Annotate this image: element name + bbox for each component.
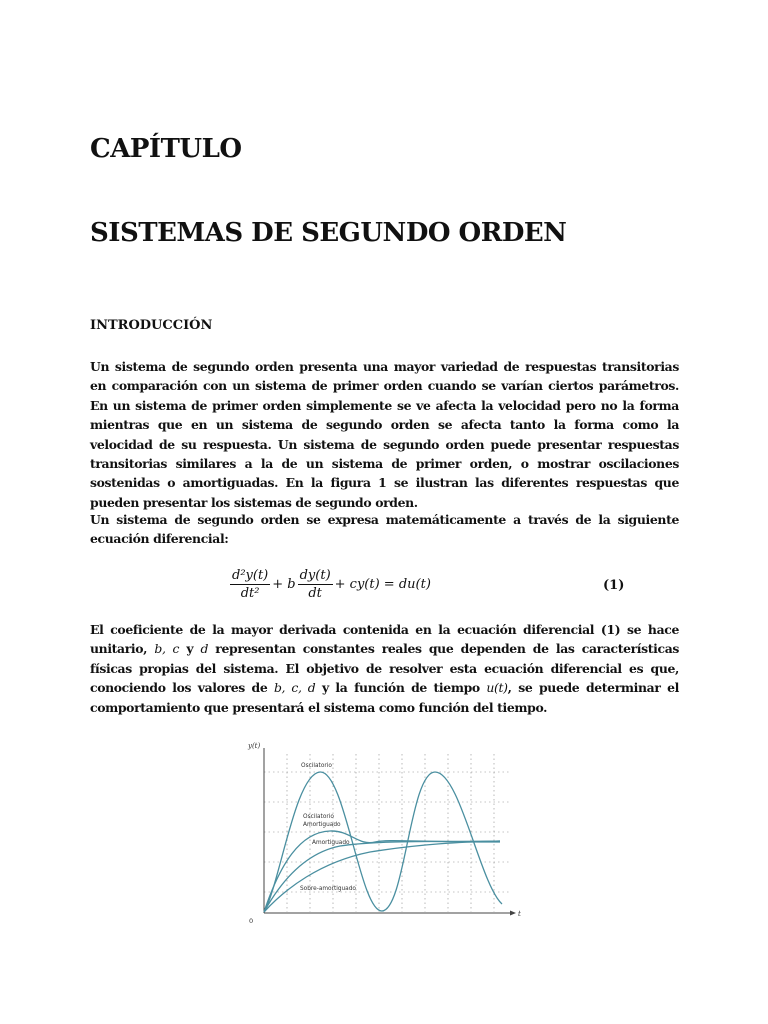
- label-overdamped: Sobre-amortiguado: [300, 886, 356, 892]
- first-derivative-denominator: dt: [308, 586, 322, 601]
- second-derivative-numerator: d²y(t): [232, 568, 269, 583]
- equation-b-term: + b: [272, 577, 296, 592]
- label-oscillatory: Oscilatorio: [301, 763, 332, 769]
- chapter-label: CAPÍTULO: [90, 134, 242, 164]
- coefficient-text-b: y: [179, 641, 201, 657]
- origin-label: 0: [249, 917, 254, 925]
- coefficient-text-d: y la función de tiempo: [315, 680, 487, 696]
- chapter-title: SISTEMAS DE SEGUNDO ORDEN: [90, 218, 567, 248]
- differential-equation: [228, 568, 431, 601]
- coefficient-math-ut: u(t): [486, 680, 508, 696]
- coefficient-math-bc: b, c: [154, 641, 180, 657]
- equation-intro-paragraph: Un sistema de segundo orden se expresa matemáticamente a través de la siguiente ecuación diferencial:: [90, 512, 679, 547]
- label-damped-oscillatory-line1: Oscilatorio: [303, 814, 334, 820]
- coefficient-text-c: representan constantes reales que dependen de las características físicas propias del sistema. El objetivo de resolver esta ecuación diferencial es que, conociendo los valores de: [90, 641, 679, 696]
- coefficient-paragraph: [90, 620, 679, 717]
- coefficient-text-e: , se puede determinar el comportamiento que presentará el sistema como función del tiempo.: [90, 680, 680, 715]
- coefficient-math-d: d: [200, 641, 209, 657]
- x-axis-label: t: [518, 910, 521, 918]
- damped-curve: [264, 841, 500, 912]
- damped-oscillatory-curve: [264, 831, 500, 912]
- section-heading: INTRODUCCIÓN: [90, 318, 213, 333]
- first-derivative-term: [298, 568, 333, 601]
- x-axis-arrow-icon: [510, 911, 516, 916]
- y-axis-label: y(t): [248, 742, 261, 750]
- second-derivative-term: [230, 568, 270, 601]
- first-derivative-numerator: dy(t): [299, 568, 331, 583]
- second-derivative-denominator: dt²: [240, 586, 260, 601]
- coefficient-text-a: El coeficiente de la mayor derivada contenida en la ecuación diferencial (1) se hace unitario,: [90, 622, 679, 657]
- coefficient-math-bcd: b, c, d: [273, 680, 316, 696]
- figure-1-response-plot: [240, 734, 525, 934]
- label-damped: Amortiguado: [312, 840, 350, 846]
- label-damped-oscillatory-line2: Amortiguado: [303, 822, 341, 828]
- overdamped-curve: [264, 841, 500, 912]
- intro-paragraph: Un sistema de segundo orden presenta una mayor variedad de respuestas transitorias en comparación con un sistema de primer orden cuando se varían ciertos parámetros. En un sistema de primer orden simplemente se ve afecta la velocidad pero no la forma mientras que en un sistema de segundo orden se afecta tanto la forma como la velocidad de su respuesta. Un sistema de segundo orden puede presentar respuestas transitorias similares a la de un sistema de primer orden, o mostrar oscilaciones sostenidas o amortiguadas. En la figura 1 se ilustran las diferentes respuestas que pueden presentar los sistemas de segundo orden.: [90, 359, 679, 510]
- equation-number: (1): [603, 578, 625, 593]
- equation-rest: + cy(t) = du(t): [334, 577, 431, 592]
